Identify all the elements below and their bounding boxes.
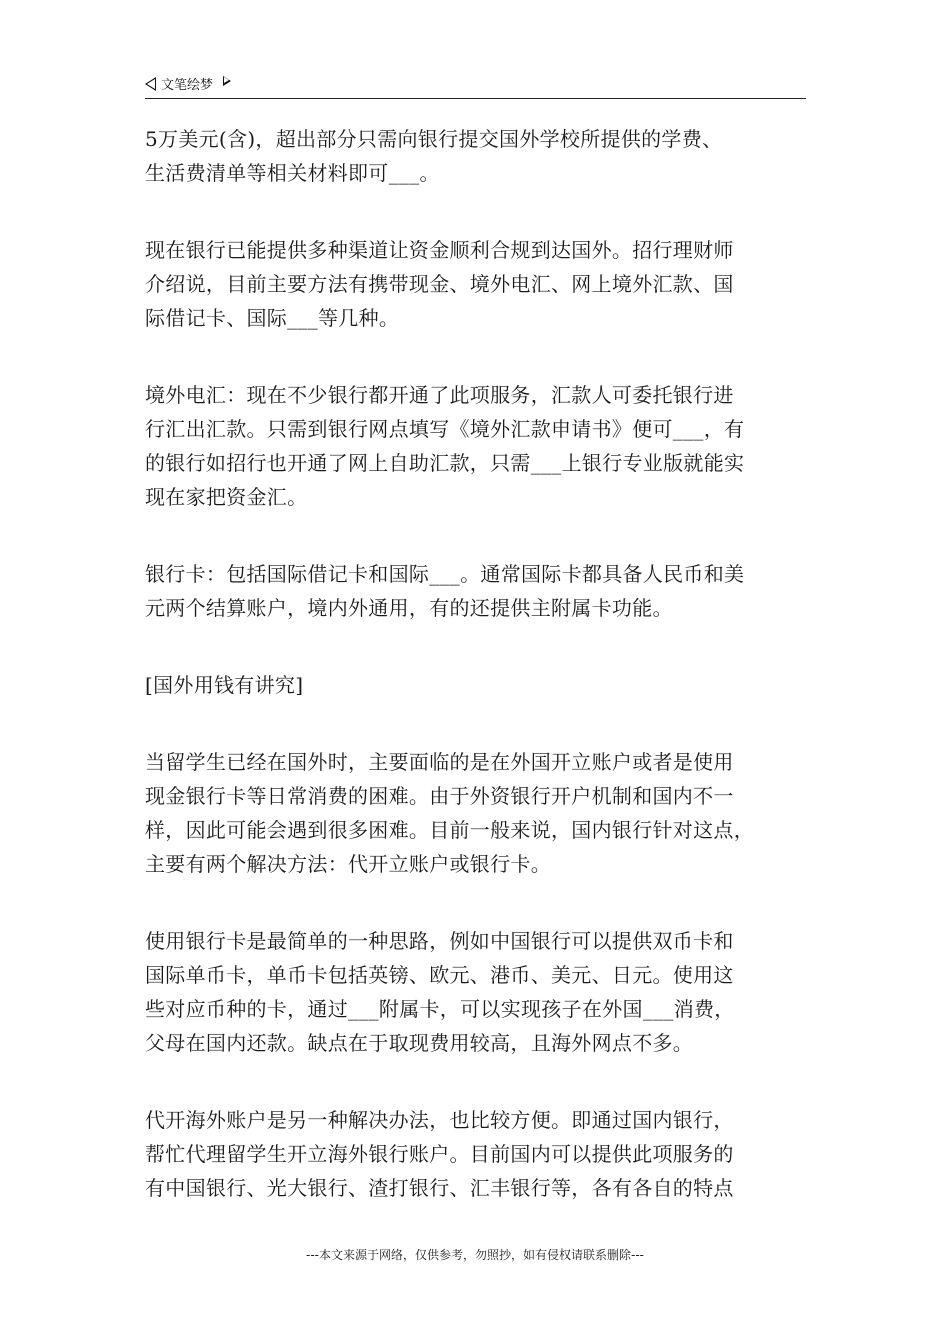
document-body [145,122,810,1248]
triangle-left-icon [145,77,156,91]
paragraph: 使用银行卡是最简单的一种思路，例如中国银行可以提供双币卡和 国际单币卡，单币卡包括英镑、欧元、港币、美元、日元。使用这 些对应币种的卡，通过___附属卡，可以实现孩子在外国___消费， 父母在国内还款。缺点在于取现费用较高，且海外网点不多。 [145,929,735,1055]
brand [145,74,231,93]
paragraph: 当留学生已经在国外时，主要面临的是在外国开立账户或者是使用 现金银行卡等日常消费的困难。由于外资银行开户机制和国内不一 样，因此可能会遇到很多困难。目前一般来说，国内银行针对这点， 主要有两个解决方法：代开立账户或银行卡。 [145,750,754,876]
triangle-right-icon [223,76,231,86]
paragraph: 银行卡：包括国际借记卡和国际___。通常国际卡都具备人民币和美 元两个结算账户，境内外通用，有的还提供主附属卡功能。 [145,562,745,620]
brand-title: 文笔绘梦 [161,78,214,93]
paragraph: 境外电汇：现在不少银行都开通了此项服务，汇款人可委托银行进 行汇出汇款。只需到银行网点填写《境外汇款申请书》便可___，有 的银行如招行也开通了网上自助汇款，只需___上银行专业版就能实 现在家把资金汇。 [145,383,745,509]
page-footer: ---本文来源于网络，仅供参考，勿照抄，如有侵权请联系删除--- [306,1248,644,1262]
section-heading: [国外用钱有讲究] [145,673,304,697]
paragraph: 代开海外账户是另一种解决办法，也比较方便。即通过国内银行， 帮忙代理留学生开立海外银行账户。目前国内可以提供此项服务的 有中国银行、光大银行、渣打银行、汇丰银行等，各有各自的特点 [145,1108,734,1200]
paragraph: 现在银行已能提供多种渠道让资金顺利合规到达国外。招行理财师 介绍说，目前主要方法有携带现金、境外电汇、网上境外汇款、国 际借记卡、国际___等几种。 [145,238,734,330]
page-header [145,72,806,99]
paragraph: 5万美元(含)，超出部分只需向银行提交国外学校所提供的学费、 生活费清单等相关材料即可___。 [145,127,723,185]
